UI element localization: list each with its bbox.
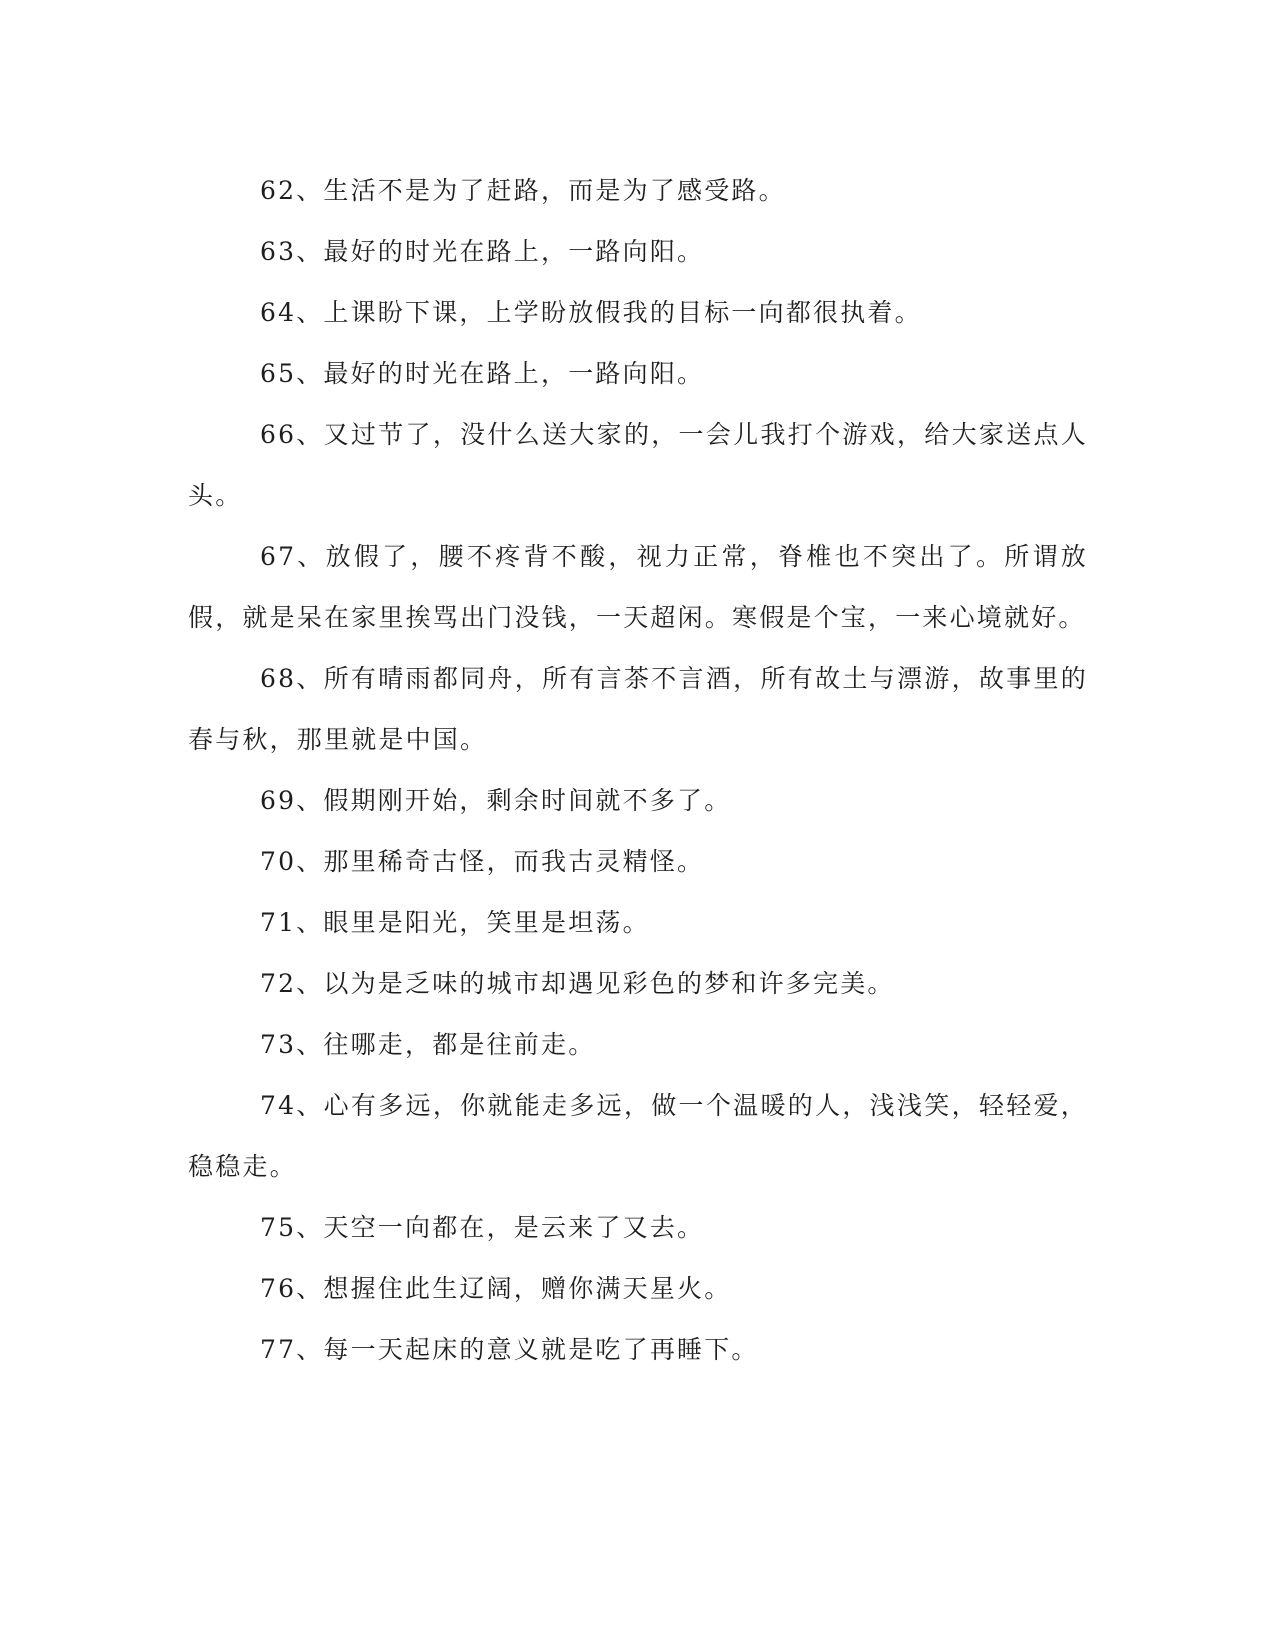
quote-paragraph-70: 70、那里稀奇古怪，而我古灵精怪。 (260, 847, 705, 876)
quote-paragraph-68: 68、所有晴雨都同舟，所有言茶不言酒，所有故土与漂游，故事里的春与秋，那里就是中国。 (188, 664, 1088, 754)
quote-paragraph-63: 63、最好的时光在路上，一路向阳。 (260, 237, 705, 266)
quote-paragraph-71: 71、眼里是阳光，笑里是坦荡。 (260, 908, 650, 937)
quote-paragraph-77: 77、每一天起床的意义就是吃了再睡下。 (260, 1335, 759, 1364)
quote-paragraph-62: 62、生活不是为了赶路，而是为了感受路。 (260, 176, 786, 205)
quote-paragraph-64: 64、上课盼下课，上学盼放假我的目标一向都很执着。 (260, 298, 922, 327)
quote-paragraph-76: 76、想握住此生辽阔，赠你满天星火。 (260, 1274, 732, 1303)
document-page (188, 160, 1088, 1380)
quote-paragraph-67: 67、放假了，腰不疼背不酸，视力正常，脊椎也不突出了。所谓放假，就是呆在家里挨骂出门没钱，一天超闲。寒假是个宝，一来心境就好。 (188, 542, 1088, 632)
quote-paragraph-73: 73、往哪走，都是往前走。 (260, 1030, 596, 1059)
quote-paragraph-75: 75、天空一向都在，是云来了又去。 (260, 1213, 705, 1242)
quote-paragraph-66: 66、又过节了，没什么送大家的，一会儿我打个游戏，给大家送点人头。 (188, 420, 1088, 510)
quote-paragraph-69: 69、假期刚开始，剩余时间就不多了。 (260, 786, 732, 815)
quote-paragraph-74: 74、心有多远，你就能走多远，做一个温暖的人，浅浅笑，轻轻爱，稳稳走。 (188, 1091, 1088, 1181)
quote-paragraph-72: 72、以为是乏味的城市却遇见彩色的梦和许多完美。 (260, 969, 895, 998)
quote-paragraph-65: 65、最好的时光在路上，一路向阳。 (260, 359, 705, 388)
